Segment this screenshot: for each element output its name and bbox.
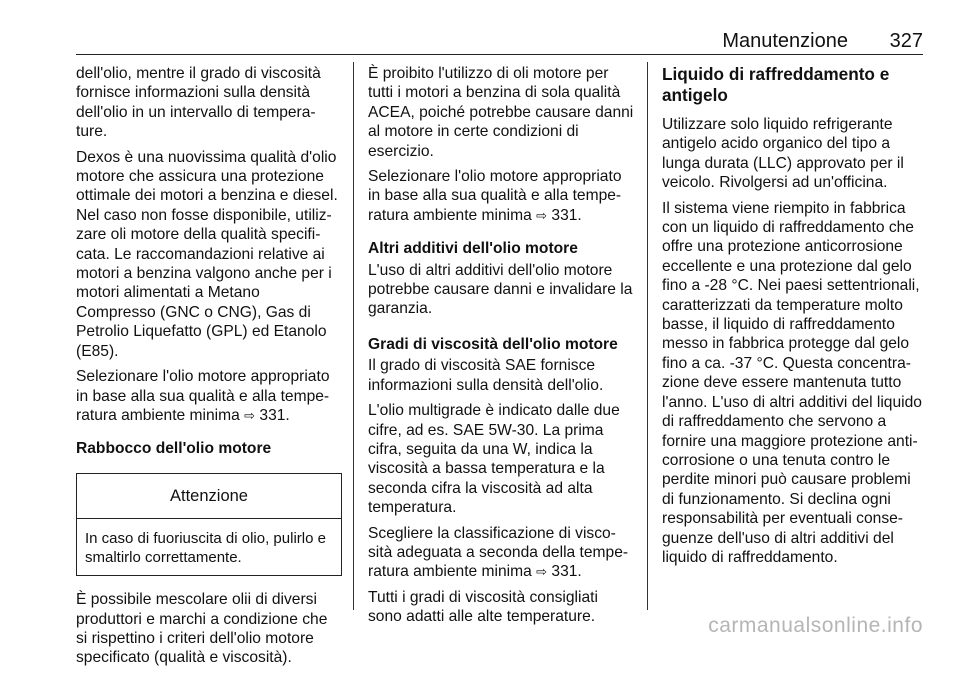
section-heading-liquido: Liquido di raffreddamento e antigelo (662, 64, 890, 105)
warning-box (76, 473, 342, 576)
paragraph-text: Selezionare l'olio motore appropriato in base alla sua qualità e alla tempe-ratura ambiente minima (368, 168, 622, 224)
paragraph: dell'olio, mentre il grado di viscosità fornisce informazioni sulla densità dell'olio in un intervallo di tempera-ture. (76, 65, 321, 141)
header-rule (76, 54, 923, 55)
column-left (76, 64, 342, 674)
column-divider (353, 62, 354, 610)
subheading-additivi: Altri additivi dell'olio motore (368, 240, 578, 258)
paragraph: Il grado di viscosità SAE fornisce informazioni sulla densità dell'olio. (368, 357, 604, 394)
paragraph: È proibito l'utilizzo di oli motore per tutti i motori a benzina di sola qualità ACEA, poiché potrebbe causare danni al motore in certe condizioni di esercizio. (368, 65, 634, 160)
warning-body: In caso di fuoriuscita di olio, pulirlo e smaltirlo correttamente. (85, 530, 326, 567)
paragraph: L'uso di altri additivi dell'olio motore potrebbe causare danni e invalidare la garanzia. (368, 261, 633, 318)
subheading-rabbocco: Rabbocco dell'olio motore (76, 440, 272, 458)
section-title: Manutenzione (722, 30, 848, 52)
page-reference-link[interactable]: 331. (551, 563, 582, 581)
column-divider (647, 62, 648, 610)
column-middle (368, 64, 634, 633)
page-reference-arrow-icon: ⇨ (536, 207, 548, 223)
paragraph (76, 367, 342, 425)
subheading-viscosita: Gradi di viscosità dell'olio motore (368, 335, 618, 353)
paragraph: È possibile mescolare olii di diversi produttori e marchi a condizione che si rispettino i criteri dell'olio motore specificato (qualità e viscosità). (76, 591, 328, 667)
paragraph (368, 167, 634, 225)
page-reference-arrow-icon: ⇨ (536, 564, 548, 580)
column-right (662, 64, 927, 573)
page-reference-link[interactable]: 331. (551, 206, 582, 224)
paragraph: Il sistema viene riempito in fabbrica con un liquido di raffreddamento che offre una protezione anticorrosione eccellente e una protezione dal gelo fino a -28 °C. Nei paesi settentrionali, caratterizzati da temperature molto basse, il liquido di raffreddamento messo in fabbrica protegge dal gelo fino a ca. -37 °C. Questa concentra-zione deve essere mantenuta tutto l'anno. L'uso di altri additivi del liquido di raffreddamento che servono a fornire una maggiore protezione anti-corrosione o una tenuta contro le perdite minori può causare problemi di funzionamento. Si declina ogni responsabilità per eventuali conse-guenze dell'uso di altri additivi del liquido di raffreddamento. (662, 199, 922, 566)
paragraph-text: Scegliere la classificazione di visco-sità adeguata a seconda della tempe-ratura ambiente minima (368, 524, 629, 581)
page-reference-arrow-icon: ⇨ (244, 407, 256, 423)
page-reference-link[interactable]: 331. (259, 406, 290, 424)
paragraph: L'olio multigrade è indicato dalle due cifre, ad es. SAE 5W-30. La prima cifra, seguita da una W, indica la viscosità a bassa temperatura e la seconda cifra la viscosità ad alta temperatura. (368, 402, 620, 517)
page-header (0, 0, 960, 56)
paragraph: Dexos è una nuovissima qualità d'olio motore che assicura una protezione ottimale dei motori a benzina e diesel. Nel caso non fosse disponibile, utiliz-zare oli motore della qualità specifi-cata. Le raccomandazioni relative ai motori a benzina valgono anche per i motori alimentati a Metano Compresso (GNC o CNG), Gas di Petrolio Liquefatto (GPL) ed Etanolo (E85). (76, 148, 338, 360)
paragraph (368, 524, 634, 582)
warning-title: Attenzione (77, 474, 341, 519)
paragraph-text: Selezionare l'olio motore appropriato in base alla sua qualità e alla tempe-ratura ambiente minima (76, 368, 330, 424)
paragraph: Utilizzare solo liquido refrigerante antigelo acido organico del tipo a lunga durata (LLC) approvato per il veicolo. Rivolgersi ad un'officina. (662, 116, 904, 192)
watermark: carmanualsonline.info (708, 614, 923, 637)
page-number: 327 (889, 30, 923, 52)
paragraph: Tutti i gradi di viscosità consigliati sono adatti alle alte temperature. (368, 588, 598, 626)
